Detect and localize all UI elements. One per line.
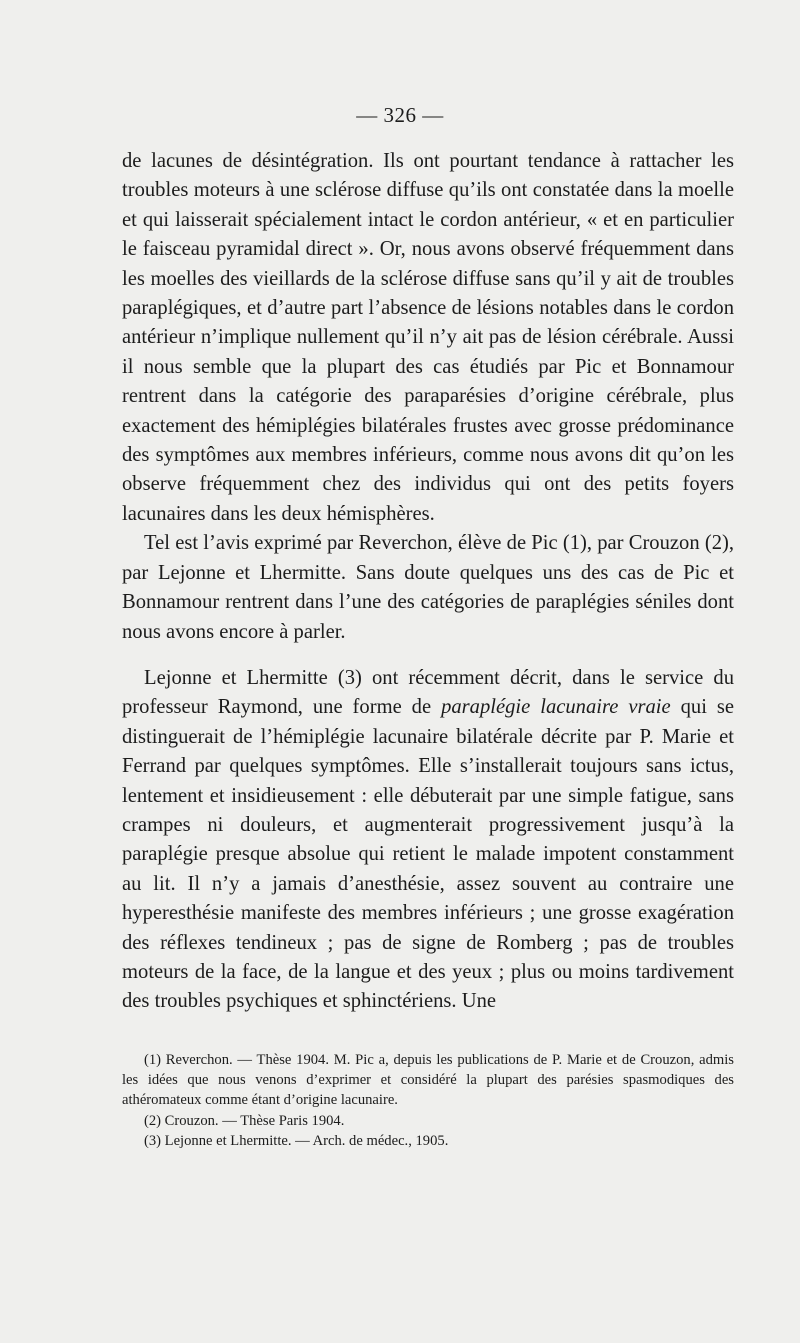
- footnote-2: (2) Crouzon. — Thèse Paris 1904.: [144, 1112, 345, 1129]
- page-number: — 326 —: [356, 103, 444, 127]
- paragraph-3-end: qui se distinguerait de l’hémiplégie lacunaire bilatérale décrite par P. Marie et Ferrand par quelques symptômes. Elle s’installerait toujours sans ictus, lentement et insidieusement : elle débuterait par une simple fatigue, sans crampes ni douleurs, et augmenterait progressivement jusqu’à la paraplégie presque absolue qui retient le malade impotent constamment au lit. Il n’y a jamais d’anesthésie, assez souvent au contraire une hyperesthésie manifeste des membres inférieurs ; une grosse exagération des réflexes tendineux ; pas de signe de Romberg ; pas de troubles moteurs de la face, de la langue et des yeux ; plus ou moins tardivement des troubles psychiques et sphinctériens. Une: [122, 696, 735, 1013]
- paragraph-2: Tel est l’avis exprimé par Reverchon, élève de Pic (1), par Crouzon (2), par Lejonne et Lhermitte. Sans doute quelques uns des cas de Pic et Bonnamour rentrent dans l’une des catégories de paraplégies séniles dont nous avons encore à parler.: [122, 532, 734, 643]
- footnote-1: (1) Reverchon. — Thèse 1904. M. Pic a, depuis les publications de P. Marie et de Crouzon, admis les idées que nous venons d’exprimer et considéré la plupart des parésies spasmodiques des athéromateux comme étant d’origine lacunaire.: [122, 1052, 734, 1109]
- paragraph-3-start: Lejonne et Lhermitte (3) ont récemment décrit, dans le service du professeur Raymond, une forme de: [122, 666, 734, 719]
- footnote-3: (3) Lejonne et Lhermitte. — Arch. de médec., 1905.: [144, 1132, 449, 1149]
- paragraph-3: [122, 664, 734, 1017]
- footnotes: [122, 1050, 734, 1151]
- paragraph-1: de lacunes de désintégration. Ils ont pourtant tendance à rattacher les troubles moteurs à une sclérose diffuse qu’ils ont constatée dans la moelle et qui laisserait spécialement intact le cordon antérieur, « et en particulier le faisceau pyramidal direct ». Or, nous avons observé fréquemment dans les moelles des vieillards de la sclérose diffuse sans qu’il y ait de troubles paraplégiques, et d’autre part l’absence de lésions notables dans le cordon antérieur n’implique nullement qu’il n’y ait pas de lésion cérébrale. Aussi il nous semble que la plupart des cas étudiés par Pic et Bonnamour rentrent dans la catégorie des paraparésies d’origine cérébrale, plus exactement des hémiplégies bilatérales frustes avec grosse prédominance des symptômes aux membres inférieurs, comme nous avons dit qu’on les observe fréquemment chez des individus qui ont des petits foyers lacunaires dans les deux hémisphères.: [122, 150, 734, 525]
- body-text: [122, 147, 734, 1017]
- paragraph-3-italic-term: paraplégie lacunaire vraie: [441, 696, 671, 719]
